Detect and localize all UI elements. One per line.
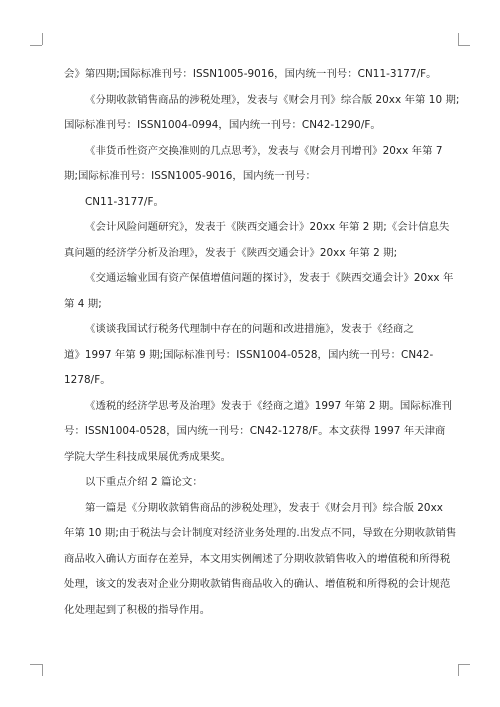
text-line: 期;国际标准刊号：ISSN1005-9016，国内统一刊号： — [64, 170, 316, 182]
text-line: 号：ISSN1004-0528，国内统一刊号：CN42-1278/F。本文获得 1997 年天津商 — [64, 425, 446, 437]
text-line: 1278/F。 — [64, 374, 111, 386]
text-line: 道》1997 年第 9 期;国际标准刊号：ISSN1004-0528，国内统一刊号：CN42- — [64, 348, 434, 361]
text-line: 《透税的经济学思考及治理》发表于《经商之道》1997 年第 2 期。国际标准刊 — [85, 399, 453, 412]
text-line: 第一篇是《分期收款销售商品的涉税处理》，发表于《财会月刊》综合版 20xx — [85, 501, 443, 514]
text-line: 《分期收款销售商品的涉税处理》，发表与《财会月刊》综合版 20xx 年第 10 期; — [85, 93, 460, 106]
document-body — [64, 62, 460, 623]
text-line: 国际标准刊号：ISSN1004-0994，国内统一刊号：CN42-1290/F。 — [64, 119, 381, 131]
text-line: 会》第四期;国际标准刊号：ISSN1005-9016，国内统一刊号：CN11-3177/F。 — [64, 68, 437, 80]
text-line: 年第 10 期;由于税法与会计制度对经济业务处理的.出发点不同，导致在分期收款销售 — [64, 527, 457, 539]
text-line: 《会计风险问题研究》，发表于《陕西交通会计》20xx 年第 2 期;《会计信息失 — [85, 221, 450, 233]
text-line: 《非货币性资产交换准则的几点思考》，发表与《财会月刊增刊》20xx 年第 7 — [85, 144, 443, 157]
text-line: 真问题的经济学分析及治理》，发表于《陕西交通会计》20xx 年第 2 期; — [64, 246, 398, 259]
text-line: 第 4 期; — [64, 297, 102, 310]
text-line: 《谈谈我国试行税务代理制中存在的问题和改进措施》，发表于《经商之 — [85, 323, 414, 335]
text-line: 以下重点介绍 2 篇论文： — [85, 476, 203, 488]
text-line: 处理，该文的发表对企业分期收款销售商品收入的确认、增值税和所得税的会计规范 — [64, 578, 451, 590]
text-line: 化处理起到了积极的指导作用。 — [64, 603, 211, 616]
text-line: 《交通运输业国有资产保值增值问题的探讨》，发表于《陕西交通会计》20xx 年 — [85, 272, 454, 284]
text-line: 学院大学生科技成果展优秀成果奖。 — [64, 450, 232, 463]
text-line: CN11-3177/F。 — [85, 195, 164, 208]
text-line: 商品收入确认方面存在差异，本文用实例阐述了分期收款销售收入的增值税和所得税 — [64, 552, 451, 565]
